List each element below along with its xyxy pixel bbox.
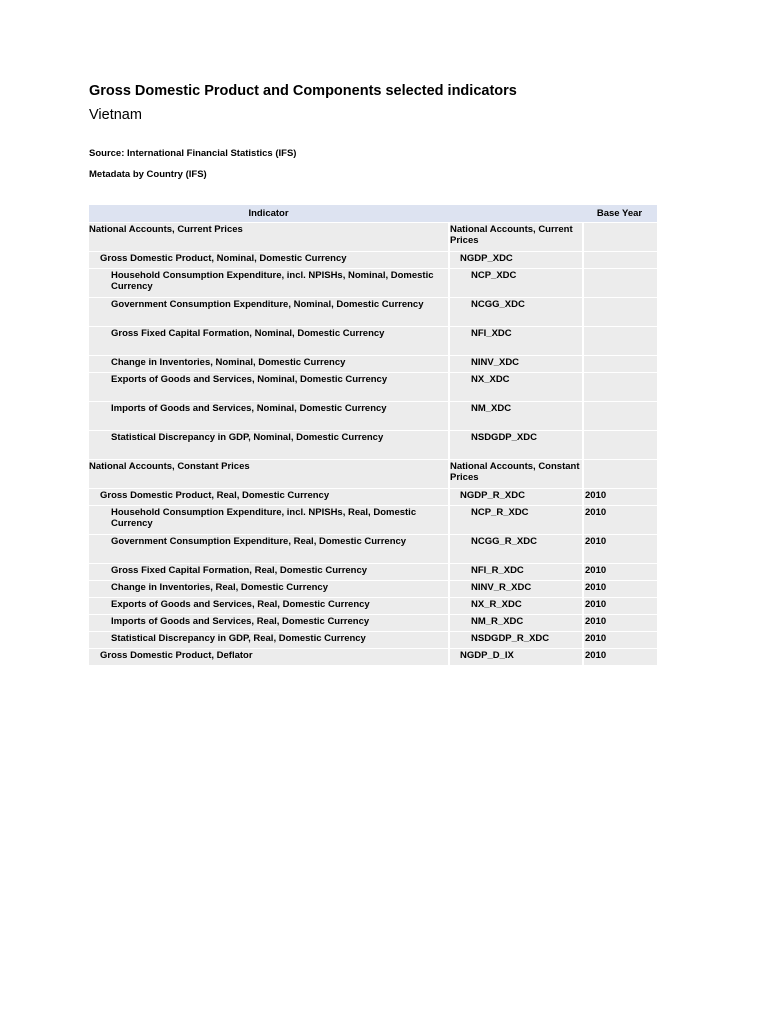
code-cell: NCGG_R_XDC	[448, 535, 582, 564]
indicator-cell: Government Consumption Expenditure, Real, Domestic Currency	[89, 535, 448, 564]
base-year-cell	[582, 373, 657, 402]
indicator-cell: Gross Fixed Capital Formation, Nominal, Domestic Currency	[89, 327, 448, 356]
base-year-cell	[582, 460, 657, 489]
code-cell: NM_R_XDC	[448, 615, 582, 632]
table-row	[89, 298, 657, 327]
table-row	[89, 632, 657, 649]
table-section-row	[89, 223, 657, 252]
indicator-cell: Exports of Goods and Services, Real, Domestic Currency	[89, 598, 448, 615]
code-cell: NINV_R_XDC	[448, 581, 582, 598]
indicator-cell: National Accounts, Current Prices	[89, 223, 448, 252]
base-year-cell	[582, 269, 657, 298]
code-cell: National Accounts, Constant Prices	[448, 460, 582, 489]
base-year-cell	[582, 356, 657, 373]
code-cell: NGDP_R_XDC	[448, 489, 582, 506]
table-row	[89, 327, 657, 356]
base-year-cell: 2010	[582, 506, 657, 535]
indicators-table	[89, 205, 657, 666]
code-cell: NGDP_XDC	[448, 252, 582, 269]
code-cell: NCGG_XDC	[448, 298, 582, 327]
table-row	[89, 649, 657, 666]
code-cell: NSDGDP_R_XDC	[448, 632, 582, 649]
indicator-cell: Change in Inventories, Real, Domestic Currency	[89, 581, 448, 598]
header-code	[448, 205, 582, 223]
table-row	[89, 598, 657, 615]
indicator-cell: Household Consumption Expenditure, incl. NPISHs, Nominal, Domestic Currency	[89, 269, 448, 298]
base-year-cell: 2010	[582, 535, 657, 564]
table-body	[89, 223, 657, 666]
base-year-cell	[582, 252, 657, 269]
table-row	[89, 535, 657, 564]
code-cell: NINV_XDC	[448, 356, 582, 373]
base-year-cell: 2010	[582, 489, 657, 506]
indicator-cell: Exports of Goods and Services, Nominal, Domestic Currency	[89, 373, 448, 402]
table-row	[89, 373, 657, 402]
indicator-cell: Gross Domestic Product, Nominal, Domestic Currency	[89, 252, 448, 269]
indicator-cell: Change in Inventories, Nominal, Domestic Currency	[89, 356, 448, 373]
indicator-cell: Household Consumption Expenditure, incl. NPISHs, Real, Domestic Currency	[89, 506, 448, 535]
base-year-cell: 2010	[582, 615, 657, 632]
code-cell: National Accounts, Current Prices	[448, 223, 582, 252]
table-row	[89, 615, 657, 632]
table-row	[89, 489, 657, 506]
indicator-cell: Imports of Goods and Services, Nominal, Domestic Currency	[89, 402, 448, 431]
indicator-cell: Gross Domestic Product, Real, Domestic Currency	[89, 489, 448, 506]
code-cell: NFI_XDC	[448, 327, 582, 356]
table-row	[89, 581, 657, 598]
document-title: Gross Domestic Product and Components selected indicators	[89, 83, 517, 99]
indicator-cell: Gross Domestic Product, Deflator	[89, 649, 448, 666]
code-cell: NCP_R_XDC	[448, 506, 582, 535]
base-year-cell	[582, 327, 657, 356]
base-year-cell: 2010	[582, 564, 657, 581]
code-cell: NCP_XDC	[448, 269, 582, 298]
code-cell: NGDP_D_IX	[448, 649, 582, 666]
base-year-cell	[582, 402, 657, 431]
indicator-cell: Imports of Goods and Services, Real, Domestic Currency	[89, 615, 448, 632]
base-year-cell: 2010	[582, 581, 657, 598]
table-row	[89, 402, 657, 431]
table-row	[89, 431, 657, 460]
indicator-cell: Statistical Discrepancy in GDP, Real, Domestic Currency	[89, 632, 448, 649]
indicator-cell: Gross Fixed Capital Formation, Real, Domestic Currency	[89, 564, 448, 581]
table-row	[89, 356, 657, 373]
base-year-cell: 2010	[582, 632, 657, 649]
header-base-year: Base Year	[582, 205, 657, 223]
table-row	[89, 564, 657, 581]
table-row	[89, 252, 657, 269]
code-cell: NX_R_XDC	[448, 598, 582, 615]
header-indicator: Indicator	[89, 205, 448, 223]
code-cell: NM_XDC	[448, 402, 582, 431]
code-cell: NX_XDC	[448, 373, 582, 402]
country-name: Vietnam	[89, 107, 142, 123]
source-line: Source: International Financial Statistics (IFS)	[89, 148, 297, 159]
base-year-cell	[582, 298, 657, 327]
metadata-line: Metadata by Country (IFS)	[89, 169, 207, 180]
indicator-cell: National Accounts, Constant Prices	[89, 460, 448, 489]
indicator-cell: Government Consumption Expenditure, Nominal, Domestic Currency	[89, 298, 448, 327]
base-year-cell: 2010	[582, 649, 657, 666]
table-row	[89, 506, 657, 535]
code-cell: NSDGDP_XDC	[448, 431, 582, 460]
indicator-cell: Statistical Discrepancy in GDP, Nominal, Domestic Currency	[89, 431, 448, 460]
base-year-cell	[582, 223, 657, 252]
table-section-row	[89, 460, 657, 489]
base-year-cell: 2010	[582, 598, 657, 615]
table-row	[89, 269, 657, 298]
code-cell: NFI_R_XDC	[448, 564, 582, 581]
table-header-row	[89, 205, 657, 223]
document-page	[89, 82, 657, 666]
base-year-cell	[582, 431, 657, 460]
